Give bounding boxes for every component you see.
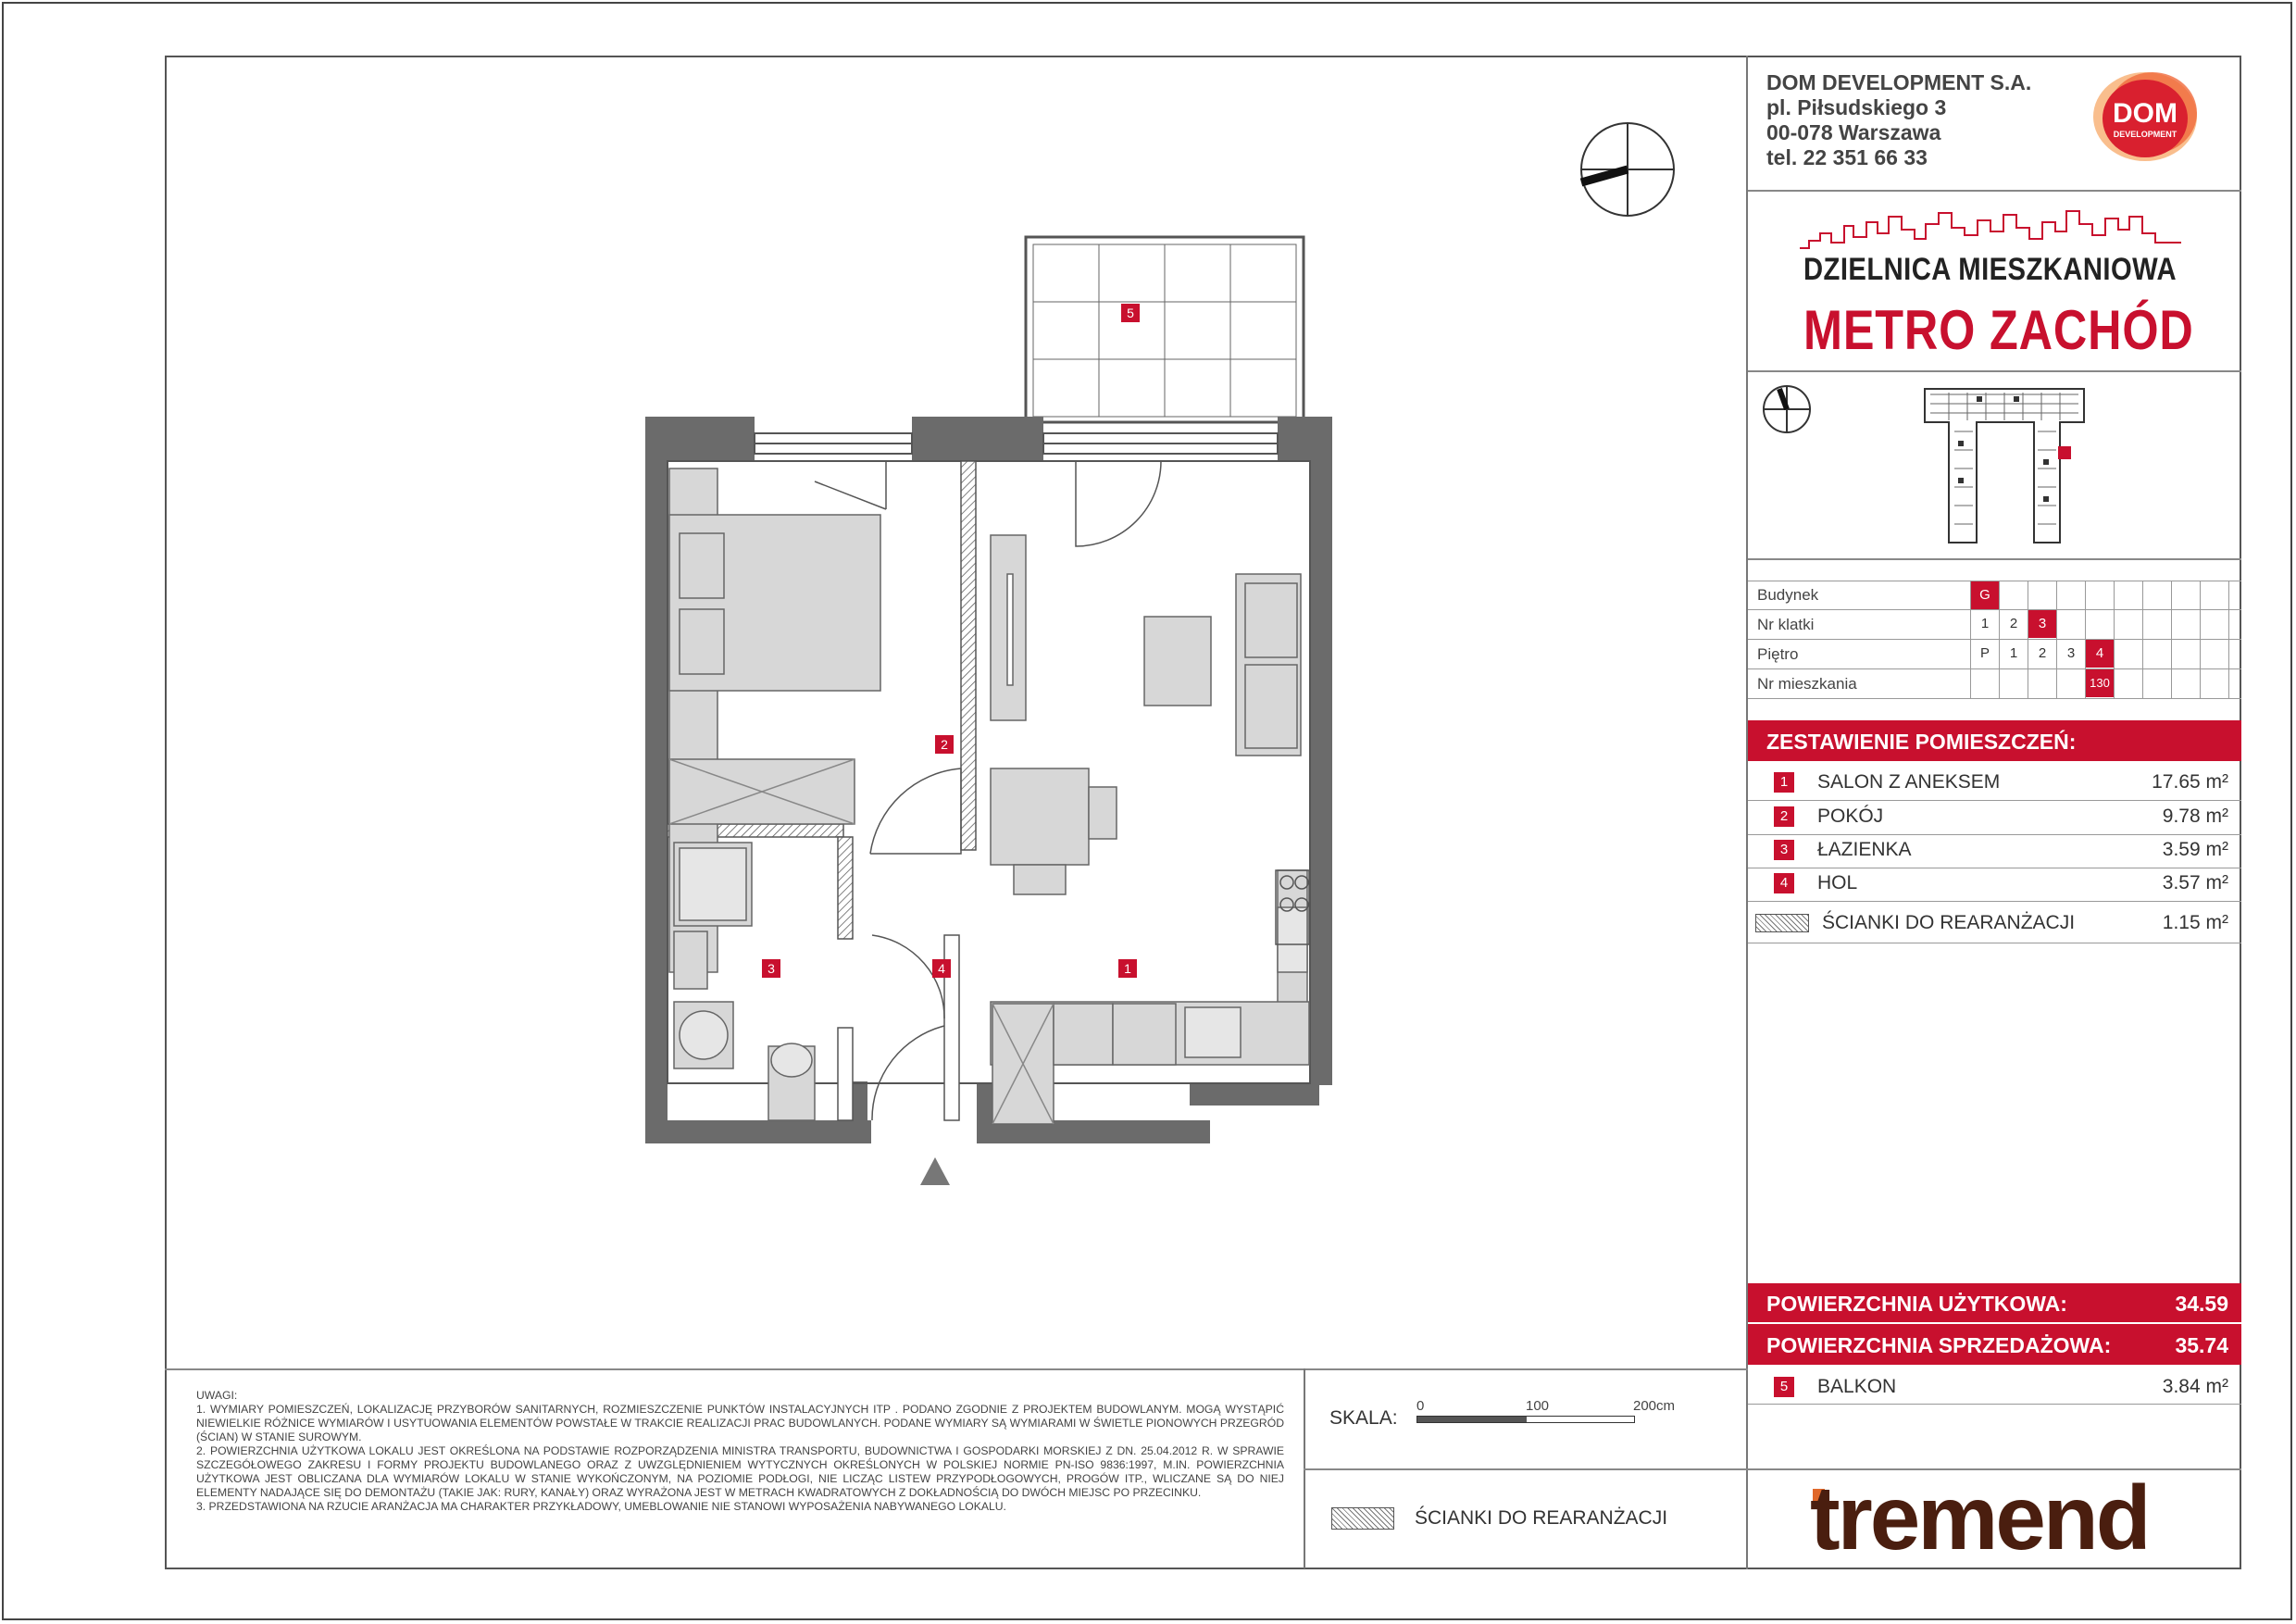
sale-area-label: POWIERZCHNIA SPRZEDAŻOWA: bbox=[1766, 1333, 2112, 1357]
room-row bbox=[1748, 765, 2241, 799]
room-name: HOL bbox=[1817, 872, 1858, 893]
room-name: POKÓJ bbox=[1817, 806, 1884, 827]
note-3: 3. PRZEDSTAWIONA NA RZUCIE ARANŻACJA MA CHARAKTER PRZYKŁADOWY, UMEBLOWANIE NIE STANOWI WYPOSAŻENIA NABYWANEGO LOKALU. bbox=[196, 1500, 1006, 1513]
apartment-number-cell: 130 bbox=[2086, 669, 2114, 697]
notes-title: UWAGI: bbox=[196, 1389, 238, 1402]
tremend-logo: tremend bbox=[1810, 1467, 2149, 1568]
room-number-badge: 4 bbox=[1774, 873, 1794, 893]
label-room-2: 2 bbox=[941, 737, 948, 752]
partition-row bbox=[1748, 906, 2241, 940]
room-name: ŁAZIENKA bbox=[1817, 839, 1912, 860]
stair-label: Nr klatki bbox=[1757, 616, 1815, 633]
building-cell-g: G bbox=[1971, 581, 1999, 609]
partition-wall bbox=[961, 461, 976, 850]
label-room-3: 3 bbox=[767, 961, 775, 976]
legend-hatch-swatch bbox=[1331, 1507, 1394, 1530]
scale-label: SKALA: bbox=[1329, 1407, 1398, 1429]
divider-company bbox=[1748, 190, 2241, 192]
floor-plan bbox=[639, 231, 1379, 1213]
apartment-number-label: Nr mieszkania bbox=[1757, 675, 1857, 693]
balcony-area: 3.84 m² bbox=[2162, 1376, 2228, 1397]
location-grid bbox=[1748, 581, 2241, 699]
divider-notes bbox=[165, 1368, 1748, 1370]
room-number-badge: 1 bbox=[1774, 772, 1794, 793]
sale-area-bar bbox=[1748, 1324, 2241, 1365]
floor-cell-1: 1 bbox=[2009, 645, 2018, 661]
dom-development-logo bbox=[2088, 65, 2208, 167]
north-compass-icon bbox=[1577, 119, 1678, 220]
label-room-5: 5 bbox=[1127, 306, 1134, 320]
room-area: 3.59 m² bbox=[2162, 839, 2228, 860]
balcony bbox=[1026, 237, 1304, 422]
label-room-4: 4 bbox=[938, 961, 945, 976]
legend-text: ŚCIANKI DO REARANŻACJI bbox=[1415, 1507, 1668, 1529]
logo-text-dom: DOM bbox=[2113, 98, 2177, 129]
stair-cell-1: 1 bbox=[1980, 616, 1990, 631]
usable-area-value: 34.59 bbox=[2175, 1292, 2228, 1316]
keyplan-building bbox=[1921, 385, 2088, 547]
balcony-name: BALKON bbox=[1817, 1376, 1897, 1397]
project-line1: DZIELNICA MIESZKANIOWA bbox=[1803, 252, 2177, 287]
project-line2: METRO ZACHÓD bbox=[1803, 299, 2194, 361]
balcony-row bbox=[1748, 1369, 2241, 1404]
note-2: 2. POWIERZCHNIA UŻYTKOWA LOKALU JEST OKREŚLONA NA PODSTAWIE ROZPORZĄDZENIA MINISTRA TRANSPORTU, BUDOWNICTWA I GOSPODARKI MORSKIEJ Z DN. 25.04.2012 R. W SPRAWIE SZCZEGÓŁOWEGO ZAKRESU I FORMY PROJEKTU BUDOWLANEGO ORAZ Z UWZGLĘDNIENIEM WYTYCZNYCH OKREŚLONYCH W POLSKIEJ NORMIE PN-ISO 9836:1997, M.IN. POWIERZCHNIA UŻYTKOWA JEST OBLICZANA DLA WYMIARÓW LOKALU W STANIE WYKOŃCZONYM, NA POZIOMIE PODŁOGI, NIE LICZĄC LISTEW PRZYPODŁOGOWYCH, PROGÓW ITP., WLICZANE SĄ DO NIEJ ELEMENTY NADAJĄCE SIĘ DO DEMONTAŻU (TAKIE JAK: RURY, KANAŁY) ORAZ WYRAŻONA JEST W METRACH KWADRATOWYCH Z DOKŁADNOŚCIĄ DO DWÓCH MIEJSC PO PRZECINKU. bbox=[196, 1444, 1284, 1499]
rooms-section-title bbox=[1748, 720, 2241, 761]
company-name: DOM DEVELOPMENT S.A. bbox=[1766, 70, 2032, 94]
company-city: 00-078 Warszawa bbox=[1766, 120, 1941, 144]
scale-tick-200: 200cm bbox=[1633, 1398, 1676, 1414]
floor-cell-4: 4 bbox=[2086, 640, 2114, 668]
room-row bbox=[1748, 799, 2241, 833]
scale-tick-100: 100 bbox=[1526, 1398, 1550, 1414]
divider-keyplan bbox=[1748, 558, 2241, 560]
entrance-arrow-icon bbox=[920, 1157, 950, 1185]
partition-area: 1.15 m² bbox=[2162, 912, 2228, 933]
keyplan-compass-icon bbox=[1761, 383, 1813, 435]
floor-cell-2: 2 bbox=[2038, 645, 2047, 661]
partition-hatch-swatch bbox=[1755, 914, 1809, 932]
balcony-number-badge: 5 bbox=[1774, 1377, 1794, 1397]
rooms-section-title-text: ZESTAWIENIE POMIESZCZEŃ: bbox=[1766, 730, 2077, 754]
building-label: Budynek bbox=[1757, 586, 1819, 604]
room-area: 17.65 m² bbox=[2152, 771, 2228, 793]
skyline-graphic bbox=[1800, 206, 2181, 250]
floor-cell-3: 3 bbox=[2066, 645, 2076, 661]
sale-area-value: 35.74 bbox=[2175, 1333, 2228, 1357]
room-number-badge: 3 bbox=[1774, 840, 1794, 860]
scale-tick-0: 0 bbox=[1416, 1398, 1425, 1414]
living-furniture bbox=[991, 535, 1309, 1124]
note-1: 1. WYMIARY POMIESZCZEŃ, LOKALIZACJĘ PRZYBORÓW SANITARNYCH, ROZMIESZCZENIE PUNKTÓW INSTALACYJNYCH ITP . PODANO ZGODNIE Z PROJEKTEM BUDOWLANYM. MOGĄ WYSTĄPIĆ NIEWIELKIE RÓŻNICE WYMIARÓW I USYTUOWANIA ELEMENTÓW POWSTAŁE W TRAKCIE REALIZACJI PRAC BUDOWLANYCH. PODANE WYMIARY SĄ WYMIARAMI W ŚWIETLE PIONOWYCH PRZEGRÓD (ŚCIAN) W STANIE SUROWYM. bbox=[196, 1403, 1284, 1443]
partition-name: ŚCIANKI DO REARANŻACJI bbox=[1822, 912, 2076, 933]
usable-area-bar bbox=[1748, 1283, 2241, 1322]
floor-label: Piętro bbox=[1757, 645, 1799, 663]
company-address bbox=[1766, 70, 2031, 170]
row-divider bbox=[1748, 1404, 2241, 1405]
bathroom-fixtures bbox=[674, 843, 815, 1120]
company-phone: tel. 22 351 66 33 bbox=[1766, 145, 1928, 169]
keyplan-apartment-marker bbox=[2058, 446, 2071, 459]
room-name: SALON Z ANEKSEM bbox=[1817, 771, 2001, 793]
stair-cell-2: 2 bbox=[2009, 616, 2018, 631]
room-number-badge: 2 bbox=[1774, 806, 1794, 827]
room-area: 3.57 m² bbox=[2162, 872, 2228, 893]
floor-cell-p: P bbox=[1979, 645, 1990, 661]
scale-bar-filled bbox=[1417, 1417, 1527, 1422]
room-area: 9.78 m² bbox=[2162, 806, 2228, 827]
room-row bbox=[1748, 866, 2241, 900]
label-room-1: 1 bbox=[1124, 961, 1131, 976]
company-street: pl. Piłsudskiego 3 bbox=[1766, 95, 1947, 119]
divider-project bbox=[1748, 370, 2241, 372]
logo-text-development: DEVELOPMENT bbox=[2113, 130, 2177, 139]
scale-bar bbox=[1416, 1416, 1635, 1423]
stair-cell-3: 3 bbox=[2028, 610, 2056, 638]
row-divider bbox=[1748, 901, 2241, 902]
notes-block bbox=[196, 1389, 1284, 1514]
room-row bbox=[1748, 832, 2241, 867]
usable-area-label: POWIERZCHNIA UŻYTKOWA: bbox=[1766, 1292, 2067, 1316]
